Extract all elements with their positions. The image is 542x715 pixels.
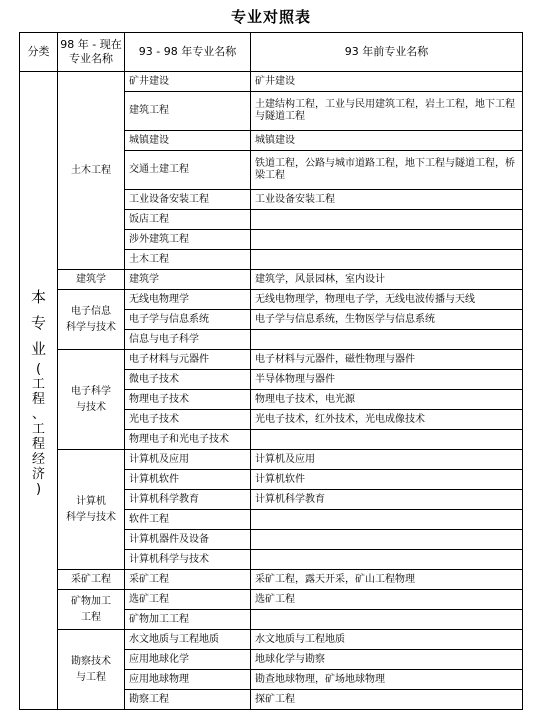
category-cell	[20, 72, 58, 710]
old-major-cell: 矿井建设	[251, 72, 523, 92]
major-mapping-table	[19, 32, 523, 710]
old-major-cell: 半导体物理与器件	[251, 370, 523, 390]
category-paren-char: 、	[31, 407, 45, 422]
group-name-line1: 电子科学	[71, 385, 111, 397]
table-row	[20, 72, 523, 92]
category-paren-char: 程	[31, 437, 45, 452]
header-mid-major: 93 - 98 年专业名称	[125, 33, 251, 72]
table-row	[20, 590, 523, 610]
mid-major-cell: 无线电物理学	[125, 290, 251, 310]
mid-major-cell: 水文地质与工程地质	[125, 630, 251, 650]
mid-major-cell: 涉外建筑工程	[125, 230, 251, 250]
group-name-cell	[58, 290, 125, 350]
group-name-line1: 计算机	[76, 495, 106, 507]
category-paren-char: )	[35, 482, 42, 497]
header-old-major: 93 年前专业名称	[251, 33, 523, 72]
mid-major-cell: 电子材料与元器件	[125, 350, 251, 370]
old-major-cell	[251, 550, 523, 570]
old-major-cell: 铁道工程，公路与城市道路工程，地下工程与隧道工程，桥梁工程	[251, 151, 523, 190]
old-major-cell: 计算机及应用	[251, 450, 523, 470]
mid-major-cell: 采矿工程	[125, 570, 251, 590]
mid-major-cell: 矿物加工工程	[125, 610, 251, 630]
old-major-cell: 探矿工程	[251, 690, 523, 710]
old-major-cell: 电子学与信息系统，生物医学与信息系统	[251, 310, 523, 330]
mid-major-cell: 物理电子技术	[125, 390, 251, 410]
group-name-line2: 科学与技术	[66, 511, 116, 523]
old-major-cell: 建筑学，风景园林，室内设计	[251, 270, 523, 290]
header-current-line2: 专业名称	[69, 52, 113, 65]
mid-major-cell: 矿井建设	[125, 72, 251, 92]
mid-major-cell: 工业设备安装工程	[125, 190, 251, 210]
old-major-cell	[251, 210, 523, 230]
table-row	[20, 630, 523, 650]
old-major-cell: 无线电物理学，物理电子学，无线电波传播与天线	[251, 290, 523, 310]
old-major-cell	[251, 510, 523, 530]
category-label	[20, 284, 57, 497]
header-category: 分类	[20, 33, 58, 72]
mid-major-cell: 微电子技术	[125, 370, 251, 390]
mid-major-cell: 计算机及应用	[125, 450, 251, 470]
group-name-cell	[58, 270, 125, 290]
group-name-line2: 与工程	[76, 671, 106, 683]
mid-major-cell: 计算机科学与技术	[125, 550, 251, 570]
group-name-line1: 采矿工程	[71, 573, 111, 585]
category-paren-char: 程	[31, 392, 45, 407]
mid-major-cell: 饭店工程	[125, 210, 251, 230]
old-major-cell	[251, 530, 523, 550]
page-title: 专业对照表	[230, 8, 311, 26]
old-major-cell: 采矿工程，露天开采，矿山工程物理	[251, 570, 523, 590]
group-name-line2: 工程	[81, 611, 101, 623]
category-paren-char: 经	[31, 452, 45, 467]
category-paren-char: 工	[31, 422, 45, 437]
group-name-line2: 与技术	[76, 401, 106, 413]
old-major-cell: 地球化学与勘察	[251, 650, 523, 670]
category-paren-char: 工	[31, 377, 45, 392]
mid-major-cell: 交通土建工程	[125, 151, 251, 190]
table-row	[20, 270, 523, 290]
old-major-cell	[251, 610, 523, 630]
old-major-cell	[251, 330, 523, 350]
table-row	[20, 450, 523, 470]
header-current-major	[58, 33, 125, 72]
group-name-cell	[58, 72, 125, 270]
mid-major-cell: 勘察工程	[125, 690, 251, 710]
table-body	[20, 72, 523, 710]
table-row	[20, 350, 523, 370]
header-current-line1: 98 年 - 现在	[60, 38, 122, 51]
group-name-cell	[58, 630, 125, 710]
mid-major-cell: 电子学与信息系统	[125, 310, 251, 330]
mid-major-cell: 应用地球物理	[125, 670, 251, 690]
group-name-cell	[58, 450, 125, 570]
group-name-cell	[58, 350, 125, 450]
old-major-cell: 水文地质与工程地质	[251, 630, 523, 650]
category-char: 本	[30, 288, 46, 306]
old-major-cell: 电子材料与元器件，磁性物理与器件	[251, 350, 523, 370]
group-name-line1: 电子信息	[71, 305, 111, 317]
group-name-cell	[58, 590, 125, 630]
mid-major-cell: 城镇建设	[125, 131, 251, 151]
group-name-line1: 勘察技术	[71, 655, 111, 667]
mid-major-cell: 计算机软件	[125, 470, 251, 490]
old-major-cell: 计算机科学教育	[251, 490, 523, 510]
old-major-cell	[251, 430, 523, 450]
mid-major-cell: 信息与电子科学	[125, 330, 251, 350]
table-row	[20, 570, 523, 590]
mid-major-cell: 建筑学	[125, 270, 251, 290]
old-major-cell	[251, 250, 523, 270]
mid-major-cell: 光电子技术	[125, 410, 251, 430]
header-row	[20, 33, 523, 72]
category-char: 专	[30, 314, 46, 332]
mid-major-cell: 建筑工程	[125, 92, 251, 131]
old-major-cell: 工业设备安装工程	[251, 190, 523, 210]
mid-major-cell: 物理电子和光电子技术	[125, 430, 251, 450]
old-major-cell: 光电子技术，红外技术，光电成像技术	[251, 410, 523, 430]
old-major-cell: 土建结构工程，工业与民用建筑工程，岩土工程，地下工程与隧道工程	[251, 92, 523, 131]
table-row	[20, 290, 523, 310]
mid-major-cell: 应用地球化学	[125, 650, 251, 670]
group-name-line2: 科学与技术	[66, 321, 116, 333]
old-major-cell: 城镇建设	[251, 131, 523, 151]
group-name-cell	[58, 570, 125, 590]
mid-major-cell: 土木工程	[125, 250, 251, 270]
group-name-line1: 矿物加工	[71, 595, 111, 607]
old-major-cell: 物理电子技术，电光源	[251, 390, 523, 410]
category-char: 业	[30, 340, 46, 358]
old-major-cell	[251, 230, 523, 250]
category-paren-char: 济	[31, 467, 45, 482]
mid-major-cell: 软件工程	[125, 510, 251, 530]
old-major-cell: 计算机软件	[251, 470, 523, 490]
group-name-line1: 土木工程	[71, 164, 111, 176]
mid-major-cell: 计算机科学教育	[125, 490, 251, 510]
category-paren-char: (	[35, 362, 42, 377]
group-name-line1: 建筑学	[76, 273, 106, 285]
old-major-cell: 勘查地球物理，矿场地球物理	[251, 670, 523, 690]
old-major-cell: 选矿工程	[251, 590, 523, 610]
mid-major-cell: 计算机器件及设备	[125, 530, 251, 550]
mid-major-cell: 选矿工程	[125, 590, 251, 610]
